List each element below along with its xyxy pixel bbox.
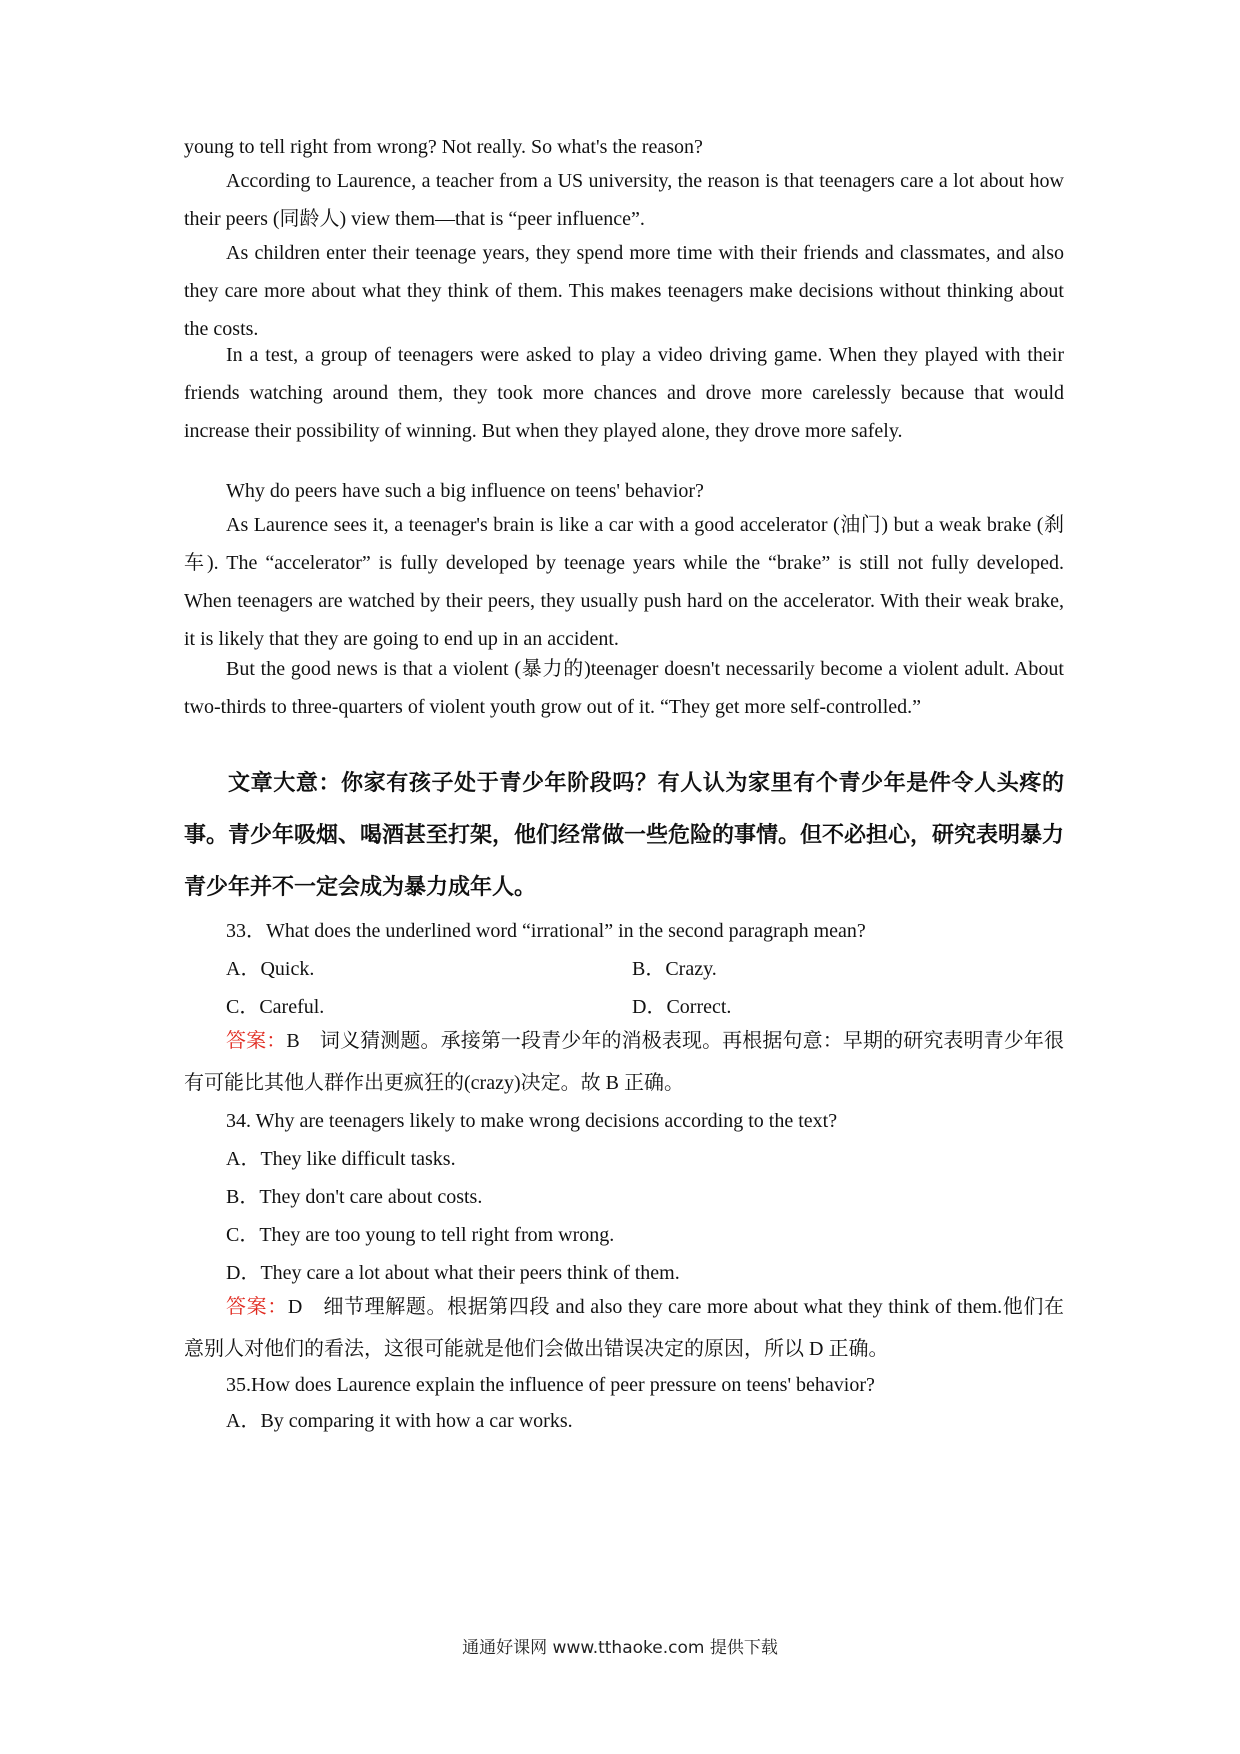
question-33-answer (184, 1020, 1064, 1104)
answer-explanation: D 细节理解题。根据第四段 and also they care more about what they think of them.他们在意别人对他们的看法，这很可能就是他们会做出错误决定的原因，所以 D 正确。 (184, 1296, 1064, 1360)
question-34-answer (184, 1286, 1064, 1370)
question-33-option-a: A．Quick. (226, 958, 315, 980)
passage-paragraph-2: According to Laurence, a teacher from a US university, the reason is that teenagers care a lot about how their peers (同龄人) view them—that is “peer influence”. (184, 170, 1064, 230)
question-34-option-d: D．They care a lot about what their peers think of them. (226, 1262, 680, 1284)
question-33-option-c: C．Careful. (226, 996, 325, 1018)
question-35-stem: 35.How does Laurence explain the influence of peer pressure on teens' behavior? (226, 1374, 875, 1396)
question-34-option-c: C．They are too young to tell right from wrong. (226, 1224, 615, 1246)
question-34-stem: 34. Why are teenagers likely to make wrong decisions according to the text? (226, 1110, 838, 1132)
question-34-option-a: A．They like difficult tasks. (226, 1148, 456, 1170)
answer-explanation: B 词义猜测题。承接第一段青少年的消极表现。再根据句意：早期的研究表明青少年很有可能比其他人群作出更疯狂的(crazy)决定。故 B 正确。 (184, 1030, 1064, 1094)
question-33-option-b: B．Crazy. (632, 958, 717, 980)
question-35-option-a: A．By comparing it with how a car works. (226, 1410, 573, 1432)
question-34-option-b: B．They don't care about costs. (226, 1186, 483, 1208)
passage-paragraph-4: In a test, a group of teenagers were asked to play a video driving game. When they played with their friends watching around them, they took more chances and drove more carelessly because that would increase their possibility of winning. But when they played alone, they drove more safely. (184, 344, 1064, 442)
passage-paragraph-6: As Laurence sees it, a teenager's brain is like a car with a good accelerator (油门) but a weak brake (刹车). The “accelerator” is fully developed by teenage years while the “brake” is still not fully developed. When teenagers are watched by their peers, they usually push hard on the accelerator. With their weak brake, it is likely that they are going to end up in an accident. (184, 514, 1064, 650)
passage-paragraph-5: Why do peers have such a big influence on teens' behavior? (226, 480, 704, 502)
page-footer: 通通好课网 www.tthaoke.com 提供下载 (462, 1638, 778, 1658)
question-33-stem: 33．What does the underlined word “irrational” in the second paragraph mean? (226, 920, 866, 942)
answer-label: 答案： (226, 1296, 288, 1318)
question-33-option-d: D．Correct. (632, 996, 732, 1018)
answer-label: 答案： (226, 1030, 287, 1052)
passage-paragraph-3: As children enter their teenage years, they spend more time with their friends and classmates, and also they care more about what they think of them. This makes teenagers make decisions without thinking about the costs. (184, 242, 1064, 340)
passage-paragraph-7: But the good news is that a violent (暴力的)teenager doesn't necessarily become a violent adult. About two-thirds to three-quarters of violent youth grow out of it. “They get more self-controlled.” (184, 658, 1064, 718)
article-summary: 文章大意：你家有孩子处于青少年阶段吗？有人认为家里有个青少年是件令人头疼的事。青少年吸烟、喝酒甚至打架，他们经常做一些危险的事情。但不必担心，研究表明暴力青少年并不一定会成为暴力成年人。 (184, 771, 1065, 900)
passage-paragraph-continued: young to tell right from wrong? Not really. So what's the reason? (184, 136, 703, 158)
